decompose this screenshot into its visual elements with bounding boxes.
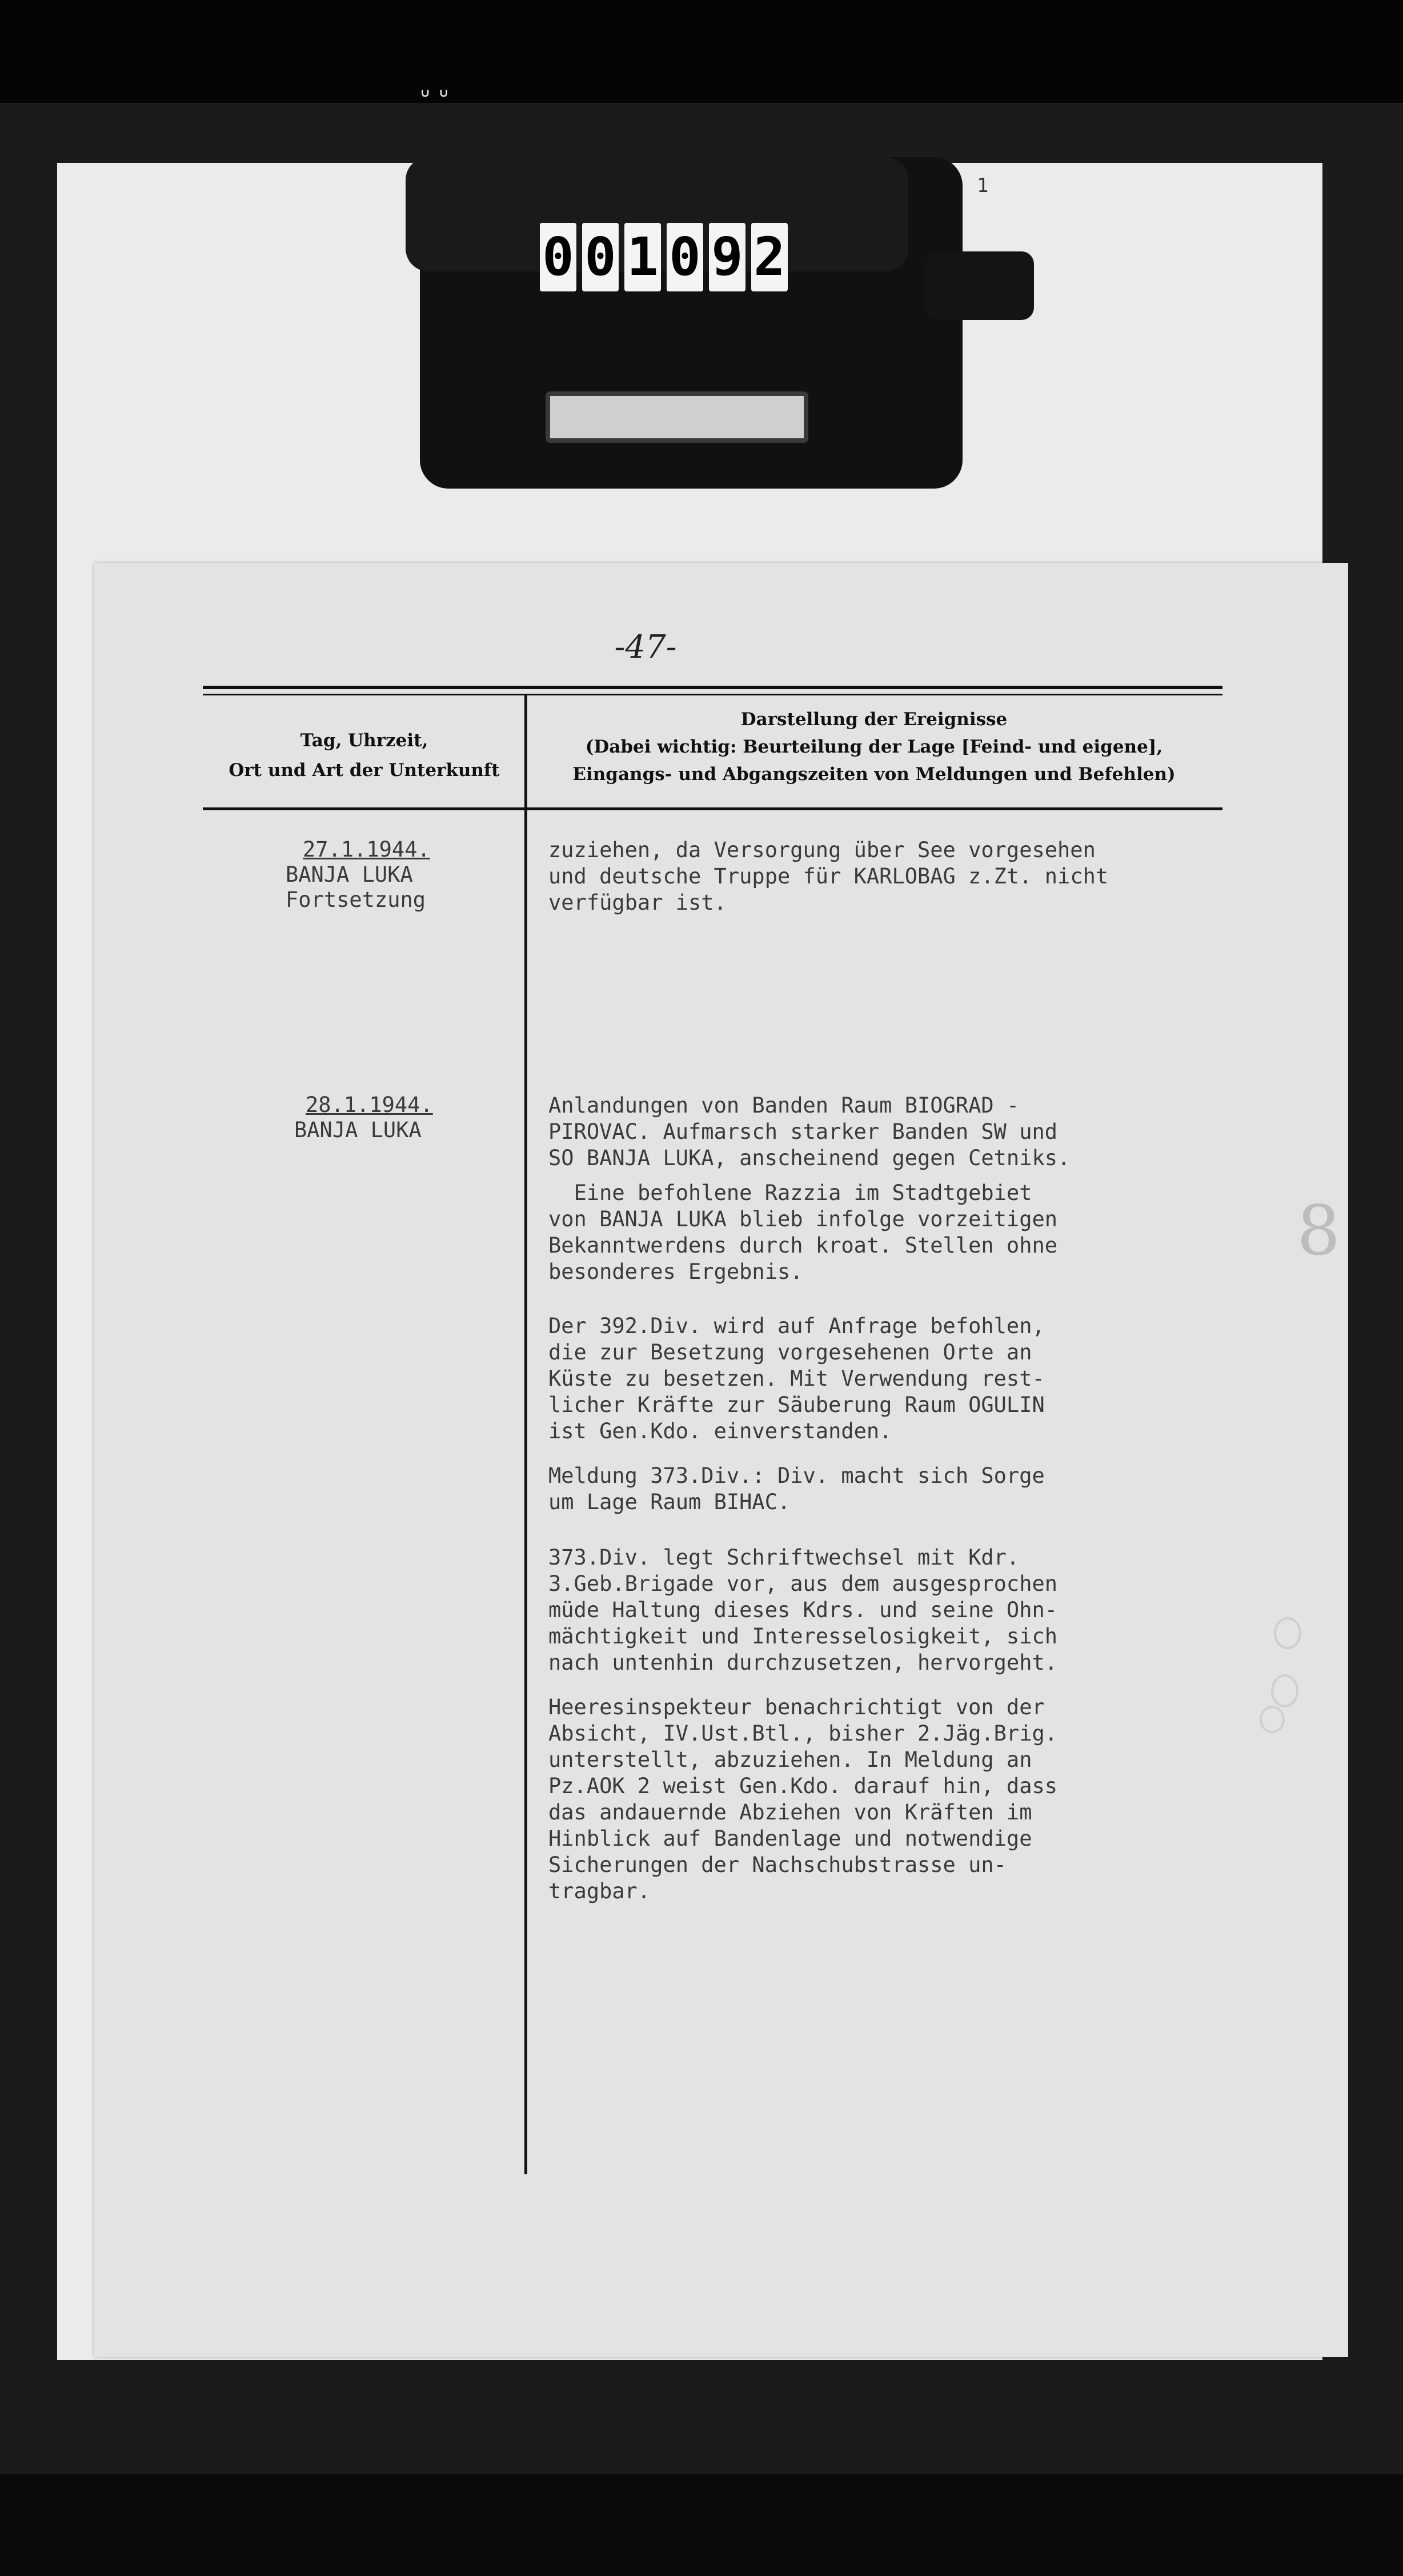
entry-paragraph: Eine befohlene Razzia im Stadtgebiet von BANJA LUKA blieb infolge vorzeitigen Bekanntwerdens durch kroat. Stellen ohne besonderes Ergebnis.: [548, 1181, 1058, 1284]
column-header-right-line: Darstellung der Ereignisse: [740, 709, 1008, 730]
entry-text: zuziehen, da Versorgung über See vorgesehen und deutsche Truppe für KARLOBAG z.Zt. nicht verfügbar ist.: [548, 838, 1109, 915]
counter-digit: 0: [582, 223, 619, 291]
counter-digit: 0: [667, 223, 703, 291]
entry-date-place: [286, 837, 468, 913]
entry-paragraph: 373.Div. legt Schriftwechsel mit Kdr. 3.Geb.Brigade vor, aus dem ausgesprochen müde Haltung dieses Kdrs. und seine Ohn- mächtigkeit und Interesselosigkeit, sich nach untenhin durchzusetzen, hervorgeht.: [548, 1545, 1058, 1675]
column-header-left-line: Tag, Uhrzeit,: [300, 730, 428, 751]
table-header-rule: [203, 807, 1222, 810]
entry-note: Fortsetzung: [286, 887, 426, 912]
entry-date-place: [286, 1093, 468, 1143]
column-header-right-line: Eingangs- und Abgangszeiten von Meldungen und Befehlen): [572, 764, 1176, 785]
entry-paragraph: Der 392.Div. wird auf Anfrage befohlen, die zur Besetzung vorgesehenen Orte an Küste zu besetzen. Mit Verwendung rest- licher Kräfte zur Säuberung Raum OGULIN ist Gen.Kdo. einverstanden.: [548, 1314, 1045, 1443]
table-top-rule-thin: [203, 694, 1222, 695]
scratch-marks: ᐡ ᐡ: [420, 83, 449, 114]
entry-paragraph: Meldung 373.Div.: Div. macht sich Sorge um Lage Raum BIHAC.: [548, 1463, 1045, 1514]
entry-paragraph: Anlandungen von Banden Raum BIOGRAD - PIROVAC. Aufmarsch starker Banden SW und SO BANJA LUKA, anscheinend gegen Cetniks.: [548, 1093, 1071, 1170]
page-number: -47-: [614, 629, 677, 666]
punch-hole: [1271, 1674, 1298, 1707]
table-top-rule: [203, 686, 1222, 689]
entry-paragraph: Heeresinspekteur benachrichtigt von der Absicht, IV.Ust.Btl., bisher 2.Jäg.Brig. unterstellt, abzuziehen. In Meldung an Pz.AOK 2 weist Gen.Kdo. darauf hin, dass das andauernde Abziehen von Kräften im Hinblick auf Bandenlage und notwendige Sicherungen der Nachschubstrasse un- tragbar.: [548, 1695, 1058, 1903]
entry-place: BANJA LUKA: [286, 862, 413, 887]
document-page: [94, 563, 1348, 2357]
film-border-bottom: [0, 2474, 1403, 2576]
column-header-left-line: Ort und Art der Unterkunft: [229, 760, 500, 781]
back-page-mark: 1: [977, 174, 989, 197]
entry-date: 27.1.1944.: [303, 837, 430, 862]
frame-counter-digits: [540, 223, 788, 297]
column-header-right-line: (Dabei wichtig: Beurteilung der Lage [Feind- und eigene],: [585, 737, 1163, 757]
handwritten-mark: 8: [1297, 1191, 1341, 1271]
counter-digit: 2: [751, 223, 788, 291]
punch-hole: [1274, 1617, 1301, 1649]
column-header-left: [206, 726, 523, 785]
entry-place: BANJA LUKA: [294, 1118, 422, 1142]
frame-counter-knob: [925, 251, 1034, 320]
counter-digit: 9: [709, 223, 745, 291]
punch-hole: [1260, 1706, 1285, 1733]
column-divider: [524, 694, 527, 2174]
counter-digit: 0: [540, 223, 576, 291]
film-border-top: [0, 0, 1403, 103]
frame-counter-slot: [546, 391, 808, 443]
column-header-right: [531, 706, 1217, 788]
counter-digit: 1: [624, 223, 661, 291]
entry-date: 28.1.1944.: [306, 1093, 433, 1117]
